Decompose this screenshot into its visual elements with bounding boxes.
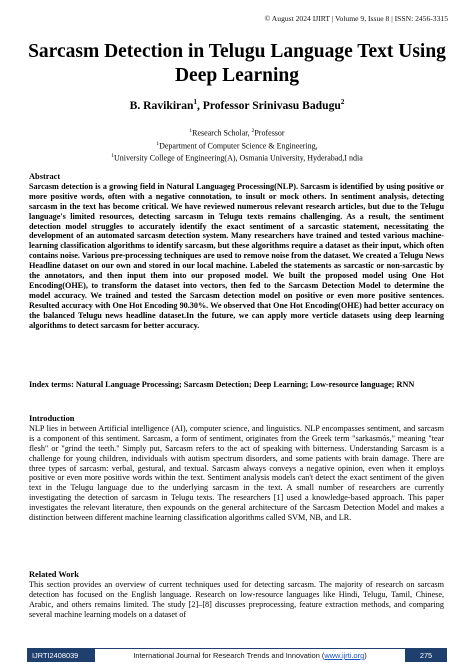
affil-sup-3: 1 bbox=[156, 140, 160, 147]
journal-header: © August 2024 IJIRT | Volume 9, Issue 8 | ISSN: 2456-3315 bbox=[264, 14, 448, 23]
title-line-1: Sarcasm Detection in Telugu Language Text Using bbox=[28, 41, 446, 62]
abstract-text: Sarcasm detection is a growing field in Natural Languageg Processing(NLP). Sarcasm is identified by using positive or more positive words, often with a negative connotation, to insult or mock others. In sentiment analysis, detecting sarcasm in the text has become critical. We have reviewed numerous relevant research articles, but due to the Telugu language's limited resources, detecting sarcasm in Telugu texts remains challenging. As a result, the sentiment detection model struggles to accurately identify the exact sentiment of a sarcastic statement, necessitating the development of an automated sarcasm detection system. Many researchers have trained and tested various machine-learning classification algorithms to identify sarcasm, but these algorithms require a dataset as their input, which often contains noise. Various pre-processing techniques are used to remove noise from the dataset. We created a Telugu News Headline dataset on our own and stored in our local machine. Labeled the statements as sarcastic or non-sarcastic by the annotators, and then input them into our proposed model. We built the proposed model using One Hot Encoding(OHE), to transform the dataset into vectors, then fed to the Sarcasm Detection Model to determine the model accuracy. We trained and tested the Sarcasm detection model on positive or even more positive sentences. Resulted accuracy with One Hot Encoding 90.30%. We observed that One Hot Encoding(OHE) had better accuracy on the balanced Telugu news headline dataset.In the future, we can apply more verticle datasets using deep learning algorithms to detect sarcasm for better accuracy. bbox=[29, 181, 444, 330]
journal-name bbox=[95, 651, 405, 660]
page-number: 275 bbox=[405, 649, 447, 662]
affil-role-1: Research Scholar, bbox=[192, 128, 252, 138]
affiliation-line-1 bbox=[20, 126, 454, 139]
author-1-sup: 1 bbox=[193, 98, 197, 106]
abstract-heading: Abstract bbox=[29, 172, 61, 181]
page-footer bbox=[27, 648, 447, 662]
affiliations bbox=[20, 126, 454, 164]
affil-sup-2: 2 bbox=[251, 128, 255, 134]
affiliation-line-2 bbox=[20, 139, 454, 152]
author-separator: , bbox=[196, 98, 203, 112]
author-1: B. Ravikiran bbox=[129, 98, 194, 112]
index-terms: Index terms: Natural Language Processing; Sarcasm Detection; Deep Learning; Low-resource language; RNN bbox=[29, 380, 415, 389]
author-2: Professor Srinivasu Badugu bbox=[202, 98, 341, 112]
related-work-text: This section provides an overview of current techniques used for detecting sarcasm. The majority of research on sarcasm detection has focused on the English language. Research on low-resource languages like Hindi, Telugu, Tamil, Chinese, Arabic, and others remains limited. The study [2]–[8] discusses preprocessing, feature extraction methods, and comparing several machine learning models on a dataset of bbox=[29, 579, 444, 619]
author-2-sup: 2 bbox=[340, 98, 345, 106]
affil-university: University College of Engineering(A), Osmania University, Hyderabad,I ndia bbox=[114, 153, 363, 163]
affiliation-line-3 bbox=[20, 151, 454, 164]
journal-name-end: ) bbox=[364, 651, 367, 660]
affil-sup-4: 1 bbox=[111, 153, 114, 160]
related-work-heading: Related Work bbox=[29, 570, 79, 579]
introduction-heading: Introduction bbox=[29, 414, 75, 423]
affil-role-2: Professor bbox=[254, 128, 285, 138]
affil-sup-1: 1 bbox=[189, 128, 193, 134]
abstract-section bbox=[29, 172, 444, 331]
paper-id: IJRTI2408039 bbox=[27, 649, 95, 662]
affil-department: Department of Computer Science & Engineering, bbox=[159, 141, 318, 151]
journal-link[interactable]: www.ijrti.org bbox=[324, 651, 365, 660]
author-list bbox=[20, 98, 454, 112]
paper-title bbox=[20, 40, 454, 88]
introduction-section bbox=[29, 414, 444, 523]
introduction-text: NLP lies in between Artificial intelligence (AI), computer science, and linguistics. NLP encompasses sentiment, and sarcasm is a component of this sentiment. Sarcasm, a form of sentiment, originates from the Greek term "sarkasmós," meaning "tear flesh" or "grind the teeth." Simply put, Sarcasm refers to the act of speaking with bitterness. Understanding Sarcasm is a challenge for young children, individuals with autism spectrum disorders, and some patients with brain damage. There are three types of sarcasm: verbal, gestural, and textual. Sarcasm always conveys a negative opinion, even when it employs positive or even more positive words within the text. Sentiment analysis models can't detect the exact sentiment of the given text in the Telugu language due to the underlying sarcasm in the text. A small number of researchers are currently investigating the detection of sarcasm in Telugu texts. The researchers [1] used a knowledge-based approach. This paper investigates the relevant literature, then expounds on the general architecture of the Sarcasm Detection Model and makes a distinction between different machine learning classification algorithms called SVM, NB, and LR. bbox=[29, 423, 444, 523]
title-line-2: Deep Learning bbox=[174, 65, 300, 86]
related-work-section bbox=[29, 570, 444, 620]
journal-name-text: International Journal for Research Trends and Innovation ( bbox=[133, 651, 325, 660]
